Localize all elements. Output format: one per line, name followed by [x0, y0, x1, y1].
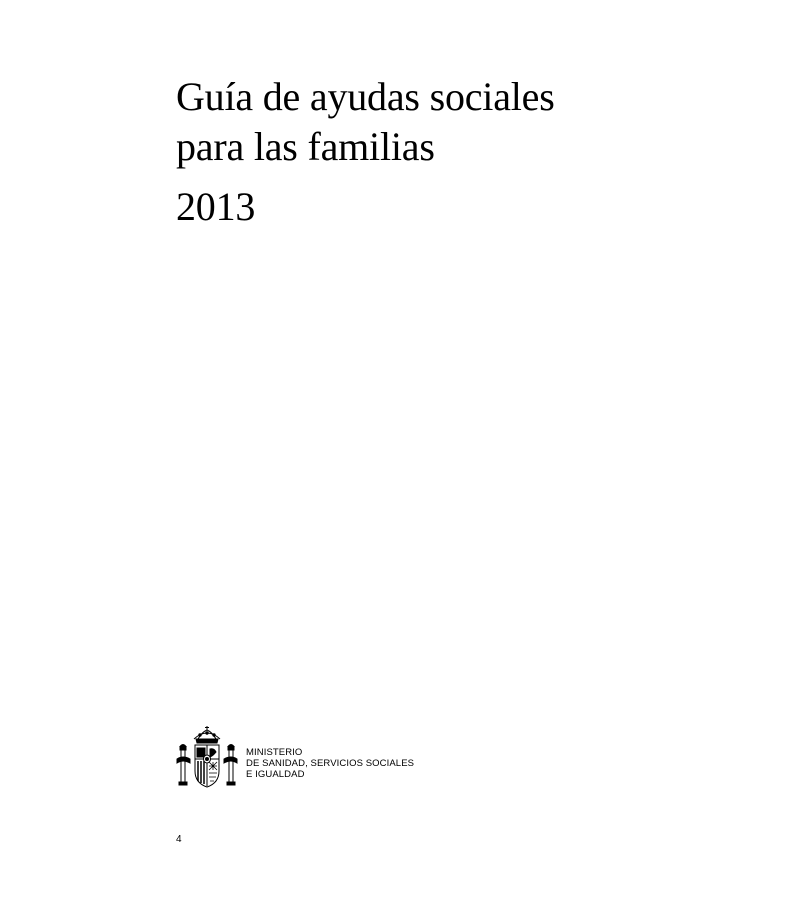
ministry-logo [176, 724, 414, 794]
title-line-2: para las familias [176, 124, 435, 169]
title-year: 2013 [176, 184, 256, 229]
spanish-coat-of-arms-icon [176, 725, 238, 793]
page-number: 4 [176, 834, 182, 845]
ministry-line-2: DE SANIDAD, SERVICIOS SOCIALES [246, 757, 415, 769]
ministry-name [246, 747, 414, 780]
document-title [176, 72, 736, 232]
title-line-1: Guía de ayudas sociales [176, 74, 555, 119]
ministry-line-1: MINISTERIO [246, 746, 303, 758]
ministry-line-3: E IGUALDAD [246, 768, 305, 780]
